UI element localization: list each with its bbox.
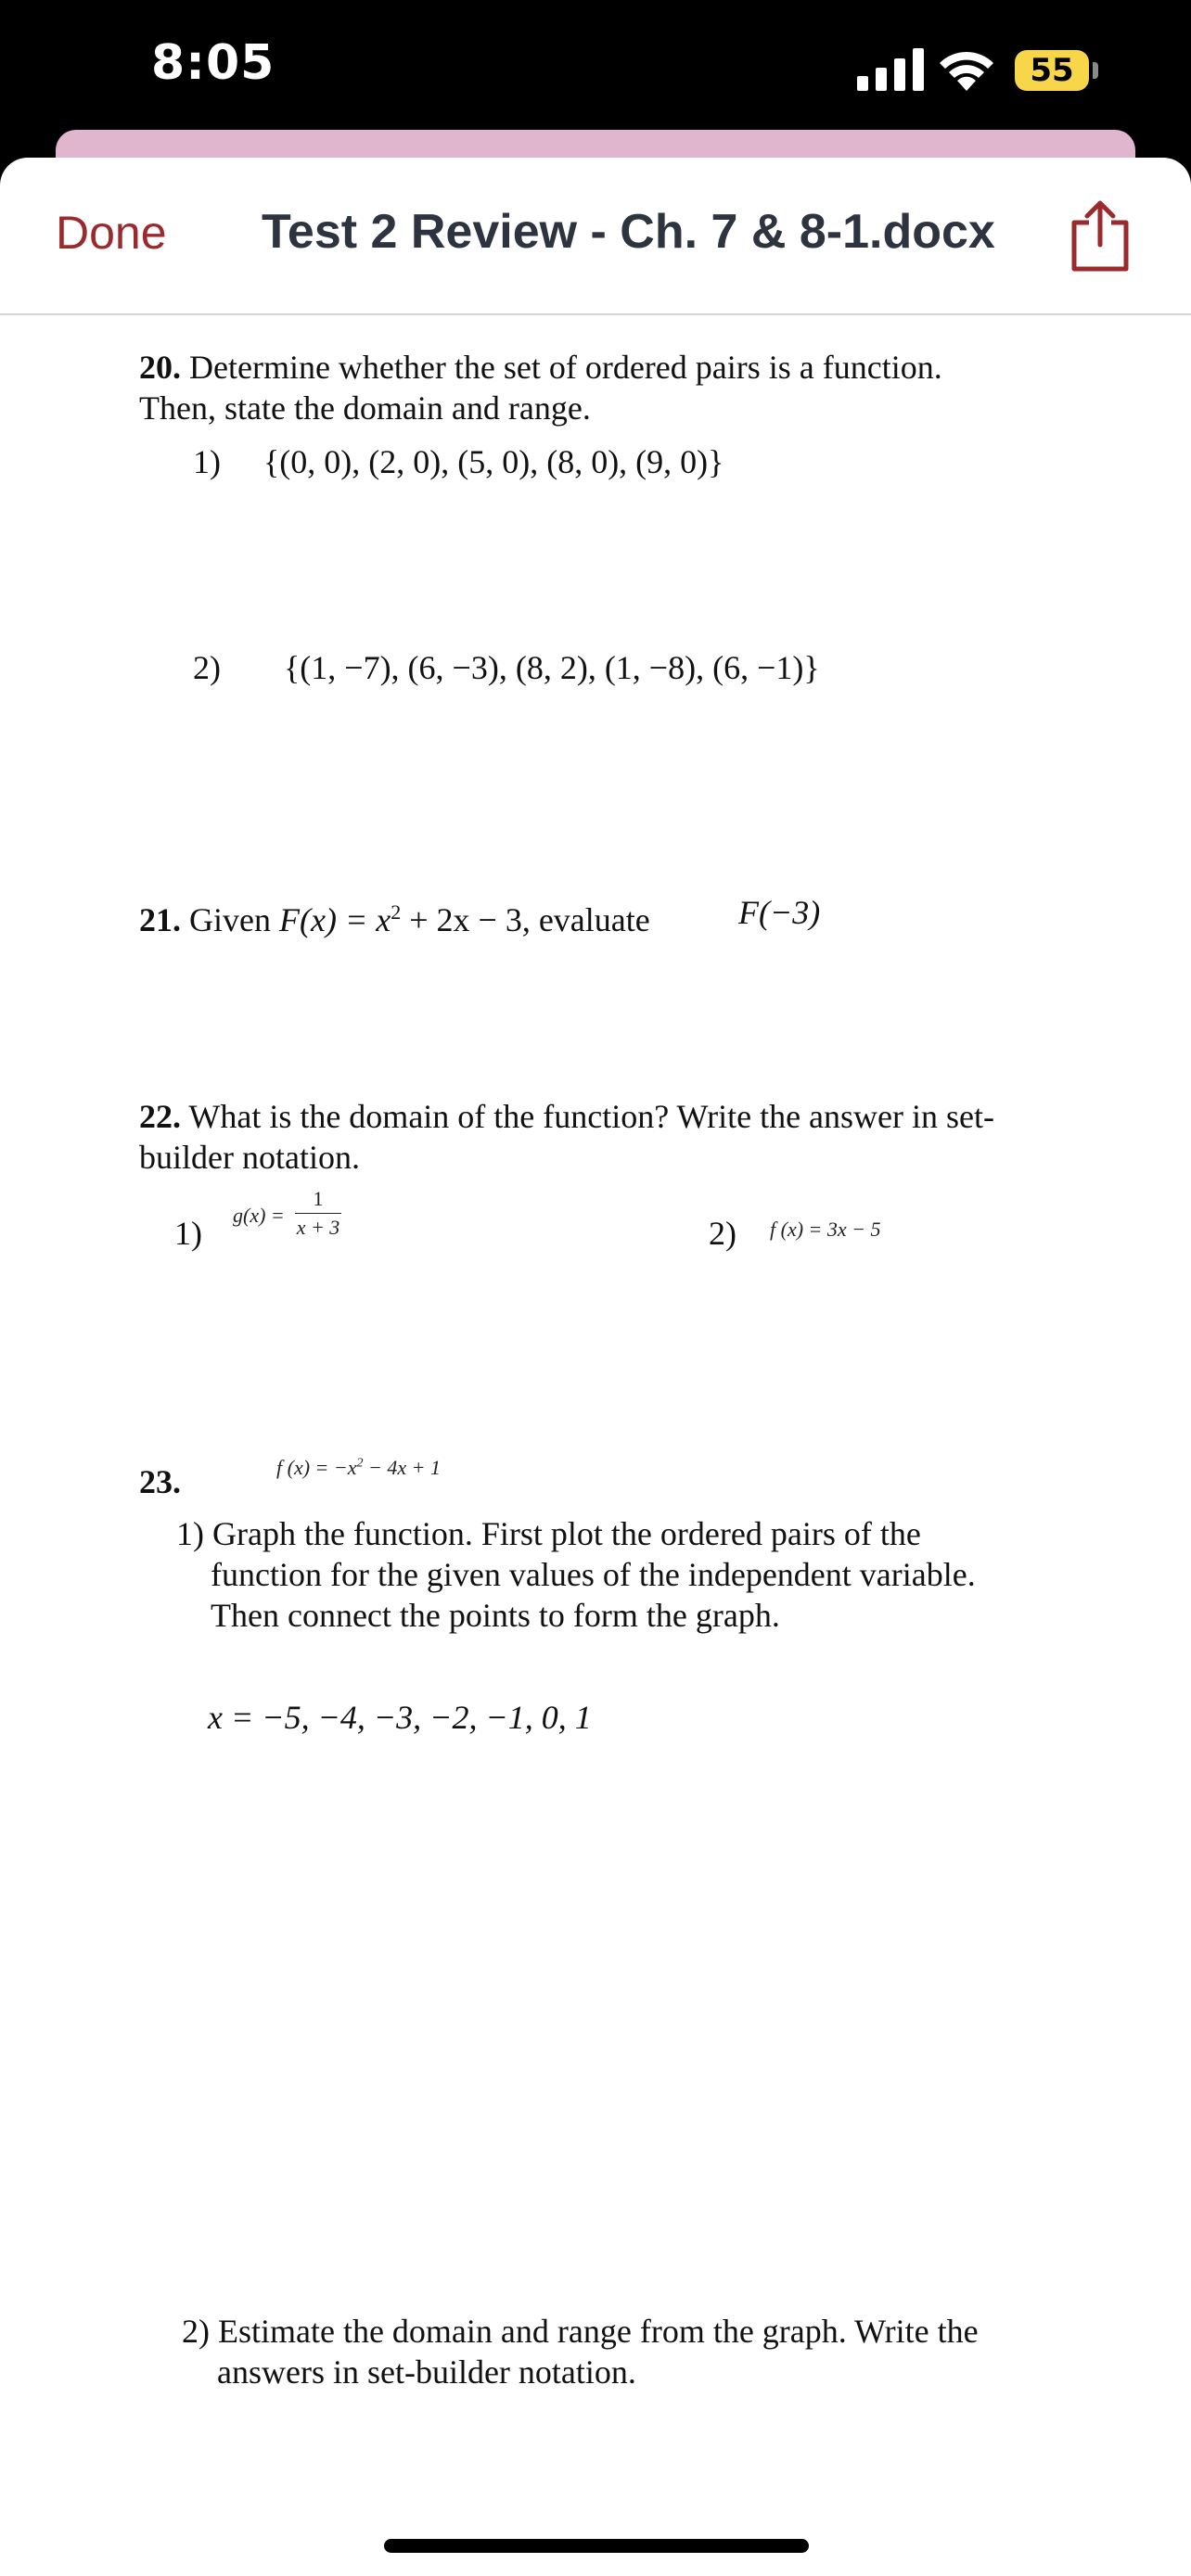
question-22-part2-label: 2) bbox=[709, 1215, 736, 1252]
question-22-fraction bbox=[295, 1187, 341, 1240]
question-23-number: 23. bbox=[139, 1463, 181, 1500]
question-20-part1-set: {(0, 0), (2, 0), (5, 0), (8, 0), (9, 0)} bbox=[263, 443, 724, 480]
question-22-number: 22. bbox=[139, 1098, 181, 1135]
question-20-part2-label: 2) bbox=[193, 649, 221, 686]
home-indicator[interactable] bbox=[384, 2539, 809, 2553]
question-21-number: 21. bbox=[139, 901, 181, 938]
question-20-text: Determine whether the set of ordered pairs is a function. bbox=[189, 349, 942, 386]
document-title: Test 2 Review - Ch. 7 & 8-1.docx bbox=[262, 205, 995, 259]
question-22-line1 bbox=[139, 1096, 994, 1137]
question-23-part2-line2: answers in set-builder notation. bbox=[217, 2353, 636, 2391]
question-21-evaluate: F(−3) bbox=[738, 894, 821, 931]
question-23-part1-line2: function for the given values of the independent variable. bbox=[211, 1556, 976, 1593]
question-23-function: f $(x) = -x^2 - 4x + 1$ bbox=[276, 1456, 441, 1479]
question-23-part1-line3: Then connect the points to form the graph. bbox=[211, 1597, 780, 1634]
question-23-x-values: x = −5, −4, −3, −2, −1, 0, 1 bbox=[208, 1699, 592, 1736]
question-22-line2: builder notation. bbox=[139, 1139, 360, 1176]
battery-tip bbox=[1093, 62, 1098, 79]
battery-level: 55 bbox=[1015, 50, 1089, 91]
question-20-line1 bbox=[139, 347, 942, 388]
question-22-text: What is the domain of the function? Write the answer in set- bbox=[188, 1098, 994, 1135]
document-sheet bbox=[0, 158, 1191, 2576]
question-23-part1-line1: 1) Graph the function. First plot the ordered pairs of the bbox=[176, 1515, 921, 1552]
question-20-part2-set: {(1, −7), (6, −3), (8, 2), (1, −8), (6, −1)} bbox=[284, 649, 820, 686]
done-button[interactable]: Done bbox=[56, 207, 167, 259]
question-22-part1-func: g(x) = bbox=[233, 1204, 285, 1227]
question-23-part2-line1: 2) Estimate the domain and range from the graph. Write the bbox=[182, 2313, 979, 2350]
question-20-part1-label: 1) bbox=[193, 443, 221, 480]
status-time: 8:05 bbox=[151, 35, 275, 91]
question-20-number: 20. bbox=[139, 349, 181, 386]
fraction-denominator: x + 3 bbox=[296, 1216, 340, 1239]
question-22-part2-func: f (x) = 3x − 5 bbox=[770, 1218, 881, 1241]
question-21-text: 21. Given $F(x) = x^2 + 2x - 3$, evaluate bbox=[139, 900, 650, 938]
wifi-icon bbox=[937, 48, 996, 91]
cellular-signal-icon bbox=[857, 48, 924, 91]
fraction-bar bbox=[295, 1213, 341, 1214]
question-22-part1-label: 1) bbox=[174, 1215, 202, 1252]
status-bar bbox=[0, 0, 1191, 148]
document-content bbox=[0, 158, 1191, 2576]
fraction-numerator: 1 bbox=[313, 1187, 324, 1210]
question-20-line2: Then, state the domain and range. bbox=[139, 389, 591, 427]
